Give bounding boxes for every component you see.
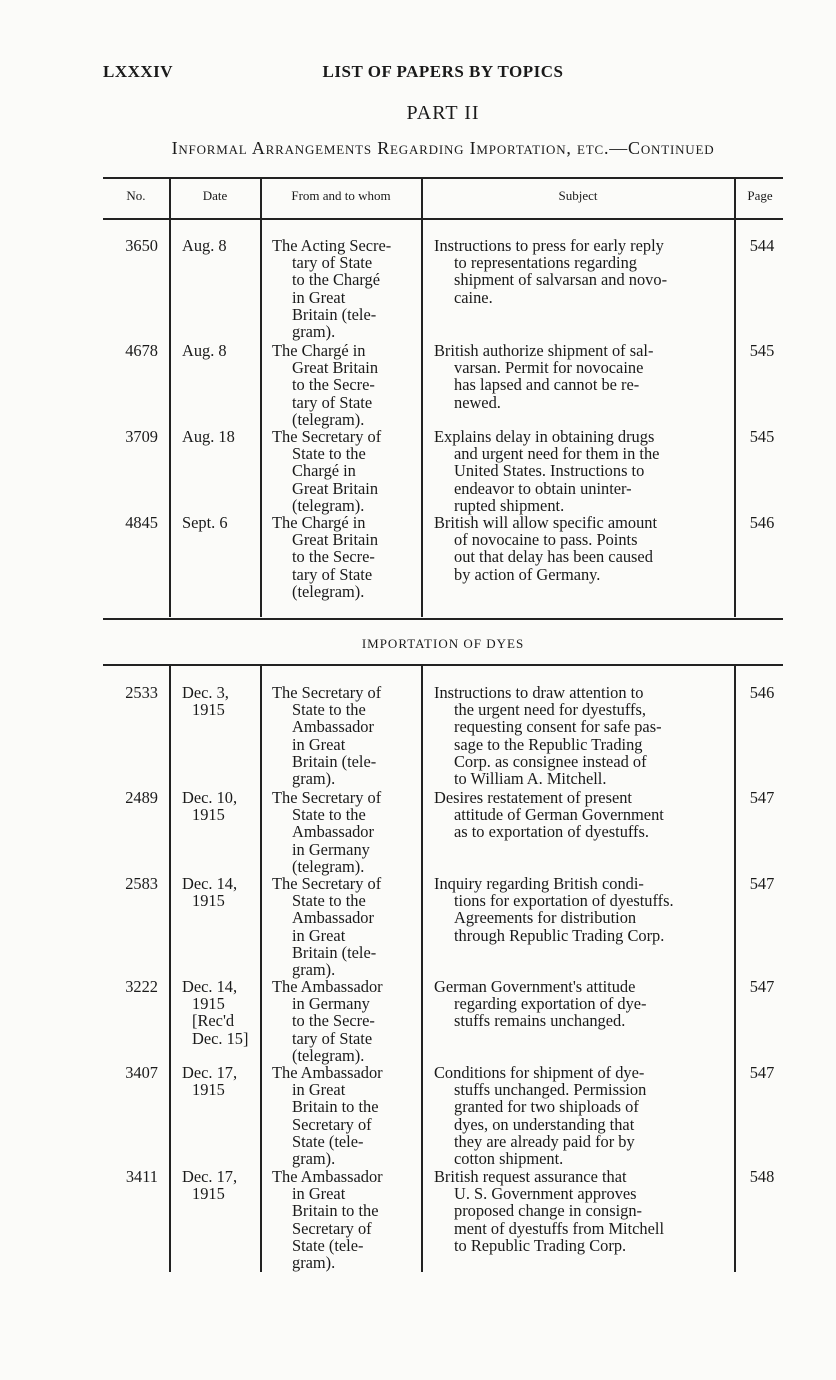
- row-date: [182, 237, 258, 254]
- row-from-line: gram).: [292, 1149, 336, 1169]
- row-subject: [434, 684, 724, 787]
- row-from-line: in Great: [292, 925, 346, 945]
- row-number: 4845: [125, 513, 158, 532]
- row-subject-line: by action of Germany.: [454, 564, 601, 584]
- running-title: LIST OF PAPERS BY TOPICS: [322, 62, 564, 81]
- row-subject-line: German Government's attitude: [434, 977, 636, 996]
- row-date: [182, 342, 258, 359]
- row-subject-line: as to exportation of dyestuffs.: [454, 822, 649, 842]
- row-subject-line: caine.: [454, 287, 493, 307]
- row-subject-line: U. S. Government approves: [454, 1184, 637, 1204]
- row-from-line: State to the: [292, 891, 366, 911]
- row-subject-line: varsan. Permit for novocaine: [454, 358, 644, 378]
- row-subject-line: dyes, on understanding that: [454, 1114, 635, 1134]
- row-from-line: Britain (tele-: [292, 942, 377, 962]
- row-number: 3650: [125, 236, 158, 255]
- column-header-no: No.: [126, 188, 146, 203]
- section-end-rule: [103, 618, 783, 620]
- row-subject-line: Instructions to draw attention to: [434, 683, 644, 702]
- row-from-line: State to the: [292, 700, 366, 720]
- row-date: [182, 978, 258, 1047]
- row-from-line: to the Chargé: [292, 270, 381, 290]
- row-subject-line: British request assurance that: [434, 1167, 627, 1186]
- row-date-line: Dec. 14,: [182, 977, 238, 996]
- row-subject-line: stuffs remains unchanged.: [454, 1011, 626, 1031]
- row-from-line: Great Britain: [292, 478, 379, 498]
- table-top-rule: [103, 177, 783, 179]
- row-from-line: Secretary of: [292, 1114, 372, 1134]
- row-from-line: The Ambassador: [272, 1063, 383, 1082]
- row-subject-line: cotton shipment.: [454, 1149, 564, 1169]
- row-date-line: 1915: [192, 1184, 225, 1204]
- row-number: 3222: [125, 977, 158, 996]
- row-from: [272, 342, 414, 428]
- row-date-line: Dec. 17,: [182, 1063, 238, 1082]
- row-from-line: gram).: [292, 1253, 336, 1273]
- row-from: [272, 684, 414, 787]
- row-from: [272, 514, 414, 600]
- row-from-line: The Chargé in: [272, 513, 366, 532]
- row-page: 547: [749, 874, 775, 893]
- row-subject-line: they are already paid for by: [454, 1131, 635, 1151]
- row-date-line: 1915: [192, 994, 225, 1014]
- column-divider: [421, 666, 423, 1272]
- row-from-line: Ambassador: [292, 717, 374, 737]
- row-subject-line: granted for two shiploads of: [454, 1097, 639, 1117]
- row-from-line: Secretary of: [292, 1218, 372, 1238]
- row-from-line: Britain to the: [292, 1201, 379, 1221]
- row-subject: [434, 342, 724, 411]
- row-page: 546: [749, 513, 775, 532]
- row-subject-line: tions for exportation of dyestuffs.: [454, 891, 674, 911]
- row-page: 547: [749, 977, 775, 996]
- row-from-line: Great Britain: [292, 530, 379, 550]
- row-subject: [434, 875, 724, 944]
- row-from: [272, 1168, 414, 1271]
- row-date: [182, 514, 258, 531]
- row-from-line: The Ambassador: [272, 1167, 383, 1186]
- row-from-line: in Great: [292, 1080, 346, 1100]
- row-from-line: State (tele-: [292, 1235, 364, 1255]
- column-divider: [169, 666, 171, 1272]
- row-subject-line: endeavor to obtain uninter-: [454, 478, 632, 498]
- section-title: Informal Arrangements Regarding Importation, etc.—Continued: [171, 138, 715, 158]
- row-from-line: (telegram).: [292, 1045, 365, 1065]
- row-from-line: Ambassador: [292, 822, 374, 842]
- column-divider: [169, 179, 171, 617]
- row-from-line: (telegram).: [292, 409, 365, 429]
- row-subject-line: has lapsed and cannot be re-: [454, 375, 640, 395]
- row-from-line: gram).: [292, 769, 336, 789]
- row-subject-line: Inquiry regarding British condi-: [434, 874, 644, 893]
- row-number: 2583: [125, 874, 158, 893]
- column-divider: [421, 179, 423, 617]
- row-subject-line: sage to the Republic Trading: [454, 734, 643, 754]
- row-date-line: Aug. 8: [182, 341, 227, 360]
- row-subject: [434, 789, 724, 841]
- row-subject-line: attitude of German Government: [454, 805, 664, 825]
- part-heading: PART II: [406, 102, 480, 124]
- row-from-line: tary of State: [292, 392, 373, 412]
- row-subject-line: requesting consent for safe pas-: [454, 717, 662, 737]
- row-from: [272, 1064, 414, 1167]
- row-from-line: State to the: [292, 444, 366, 464]
- column-divider: [260, 179, 262, 617]
- row-subject-line: Instructions to press for early reply: [434, 236, 664, 255]
- row-subject: [434, 1064, 724, 1167]
- row-subject-line: to Republic Trading Corp.: [454, 1235, 627, 1255]
- row-date-line: Dec. 15]: [192, 1028, 249, 1048]
- column-divider: [260, 666, 262, 1272]
- row-from-line: Britain to the: [292, 1097, 379, 1117]
- row-from: [272, 789, 414, 875]
- row-subject-line: through Republic Trading Corp.: [454, 925, 665, 945]
- row-date-line: 1915: [192, 700, 225, 720]
- row-subject: [434, 428, 724, 514]
- row-from: [272, 428, 414, 514]
- row-date-line: Dec. 17,: [182, 1167, 238, 1186]
- row-subject-line: newed.: [454, 392, 501, 412]
- row-subject-line: shipment of salvarsan and novo-: [454, 270, 668, 290]
- row-number: 2533: [125, 683, 158, 702]
- row-page: 547: [749, 788, 775, 807]
- row-number: 2489: [125, 788, 158, 807]
- row-from-line: Great Britain: [292, 358, 379, 378]
- row-date-line: Sept. 6: [182, 513, 228, 532]
- row-date: [182, 789, 258, 823]
- row-date-line: [Rec'd: [192, 1011, 235, 1031]
- row-from-line: tary of State: [292, 1028, 373, 1048]
- row-page: 548: [749, 1167, 775, 1186]
- row-subject-line: Desires restatement of present: [434, 788, 632, 807]
- row-subject: [434, 978, 724, 1030]
- row-subject-line: to William A. Mitchell.: [454, 769, 607, 789]
- row-subject-line: British will allow specific amount: [434, 513, 658, 532]
- row-from-line: The Secretary of: [272, 683, 382, 702]
- row-subject-line: Agreements for distribution: [454, 908, 637, 928]
- row-subject-line: stuffs unchanged. Permission: [454, 1080, 647, 1100]
- row-subject-line: regarding exportation of dye-: [454, 994, 647, 1014]
- row-subject-line: British authorize shipment of sal-: [434, 341, 654, 360]
- row-from-line: The Secretary of: [272, 874, 382, 893]
- row-from-line: in Great: [292, 287, 346, 307]
- row-subject-line: out that delay has been caused: [454, 547, 653, 567]
- row-from-line: Ambassador: [292, 908, 374, 928]
- row-from: [272, 875, 414, 978]
- row-from-line: tary of State: [292, 564, 373, 584]
- row-from-line: tary of State: [292, 253, 373, 273]
- row-subject-line: the urgent need for dyestuffs,: [454, 700, 646, 720]
- row-subject: [434, 1168, 724, 1254]
- row-subject-line: Corp. as consignee instead of: [454, 751, 647, 771]
- column-header-page: Page: [747, 188, 773, 203]
- row-page: 547: [749, 1063, 775, 1082]
- column-header-subject: Subject: [558, 188, 598, 203]
- row-date: [182, 1168, 258, 1202]
- row-date-line: 1915: [192, 1080, 225, 1100]
- dyes-table-top-rule: [103, 664, 783, 666]
- dyes-section-title: IMPORTATION OF DYES: [361, 636, 525, 651]
- column-header-date: Date: [202, 188, 228, 203]
- row-date: [182, 875, 258, 909]
- row-subject-line: rupted shipment.: [454, 495, 565, 515]
- row-page: 546: [749, 683, 775, 702]
- row-from-line: to the Secre-: [292, 375, 375, 395]
- row-date-line: 1915: [192, 891, 225, 911]
- row-from-line: gram).: [292, 960, 336, 980]
- row-date: [182, 1064, 258, 1098]
- row-subject-line: Conditions for shipment of dye-: [434, 1063, 645, 1082]
- row-subject: [434, 514, 724, 583]
- page-folio: LXXXIV: [103, 62, 174, 81]
- row-subject-line: Explains delay in obtaining drugs: [434, 427, 655, 446]
- row-from-line: in Great: [292, 734, 346, 754]
- row-from-line: (telegram).: [292, 581, 365, 601]
- row-subject-line: of novocaine to pass. Points: [454, 530, 638, 550]
- row-number: 4678: [125, 341, 158, 360]
- row-date-line: Dec. 10,: [182, 788, 238, 807]
- row-from-line: The Chargé in: [272, 341, 366, 360]
- table-header-rule: [103, 218, 783, 220]
- row-page: 545: [749, 427, 775, 446]
- row-from-line: gram).: [292, 322, 336, 342]
- row-from-line: to the Secre-: [292, 1011, 375, 1031]
- row-from-line: (telegram).: [292, 495, 365, 515]
- row-from: [272, 978, 414, 1064]
- row-from-line: Britain (tele-: [292, 751, 377, 771]
- row-from-line: in Germany: [292, 839, 370, 859]
- row-date-line: Dec. 14,: [182, 874, 238, 893]
- column-divider: [734, 179, 736, 617]
- row-subject-line: proposed change in consign-: [454, 1201, 642, 1221]
- row-from-line: (telegram).: [292, 856, 365, 876]
- row-date: [182, 428, 258, 445]
- row-page: 545: [749, 341, 775, 360]
- row-subject-line: and urgent need for them in the: [454, 444, 660, 464]
- row-from-line: in Germany: [292, 994, 370, 1014]
- row-page: 544: [749, 236, 775, 255]
- row-date: [182, 684, 258, 718]
- row-number: 3407: [125, 1063, 158, 1082]
- row-subject-line: United States. Instructions to: [454, 461, 645, 481]
- column-header-from: From and to whom: [291, 188, 391, 203]
- row-from-line: The Ambassador: [272, 977, 383, 996]
- row-subject-line: to representations regarding: [454, 253, 637, 273]
- row-subject: [434, 237, 724, 306]
- row-from-line: The Acting Secre-: [272, 236, 392, 255]
- row-from-line: The Secretary of: [272, 427, 382, 446]
- row-number: 3411: [125, 1167, 158, 1186]
- row-date-line: Aug. 8: [182, 236, 227, 255]
- row-from: [272, 237, 414, 340]
- row-from-line: to the Secre-: [292, 547, 375, 567]
- row-from-line: State to the: [292, 805, 366, 825]
- row-date-line: Aug. 18: [182, 427, 235, 446]
- row-from-line: Britain (tele-: [292, 304, 377, 324]
- column-divider: [734, 666, 736, 1272]
- row-from-line: in Great: [292, 1184, 346, 1204]
- row-date-line: 1915: [192, 805, 225, 825]
- row-number: 3709: [125, 427, 158, 446]
- row-from-line: State (tele-: [292, 1131, 364, 1151]
- row-from-line: The Secretary of: [272, 788, 382, 807]
- row-subject-line: ment of dyestuffs from Mitchell: [454, 1218, 665, 1238]
- row-date-line: Dec. 3,: [182, 683, 229, 702]
- row-from-line: Chargé in: [292, 461, 356, 481]
